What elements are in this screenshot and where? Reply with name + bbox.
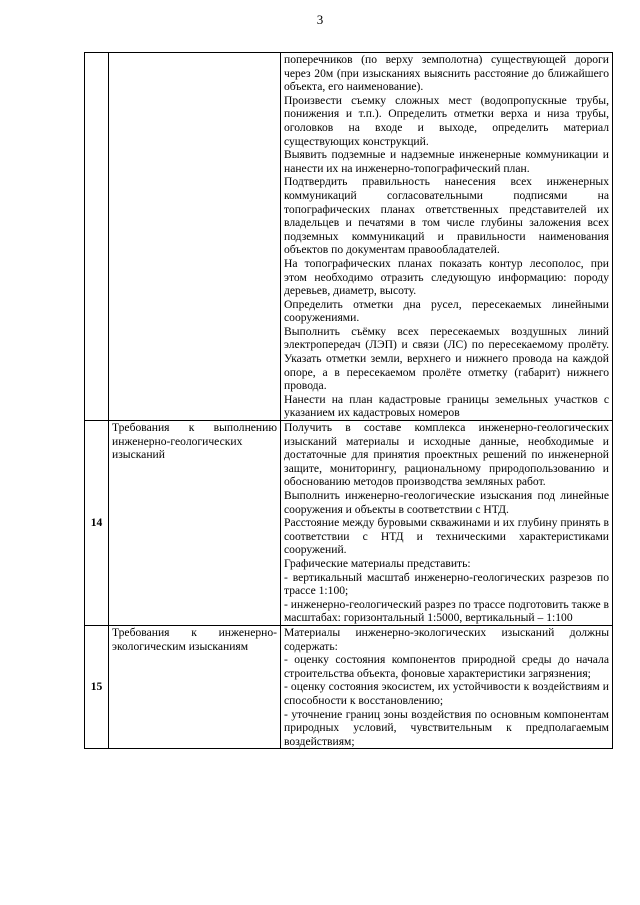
paragraph: - инженерно-геологический разрез по трассе подготовить также в масштабах: горизонтальный 1:5000, вертикальный – 1:100 [284,597,609,625]
paragraph: Произвести съемку сложных мест (водопропускные трубы, понижения и т.п.). Определить отметки верха и низа трубы, оголовков на входе и выходе, определить материал существующих конструкций. [284,93,609,148]
requirements-table [84,52,613,749]
paragraph: Нанести на план кадастровые границы земельных участков с указанием их кадастровых номеров [284,392,609,420]
paragraph: Материалы инженерно-экологических изысканий должны содержать: [284,625,609,653]
requirement-name: Требования к инженерно-экологическим изысканиям [109,625,281,748]
paragraph: - оценку состояния компонентов природной среды до начала строительства объекта, фоновые характеристики загрязнения; [284,653,609,680]
paragraph: Определить отметки дна русел, пересекаемых линейными сооружениями. [284,297,609,325]
paragraph: Выявить подземные и надземные инженерные коммуникации и нанести их на инженерно-топографический план. [284,148,609,175]
row-number [85,53,109,421]
paragraph: - уточнение границ зоны воздействия по основным компонентам природных условий, чувствительным к предполагаемым воздействиям; [284,707,609,748]
paragraph: - оценку состояния экосистем, их устойчивости к воздействиям и способности к восстановлению; [284,680,609,707]
row-number: 14 [85,421,109,626]
table-row [85,625,613,748]
paragraph: Выполнить инженерно-геологические изыскания под линейные сооружения и объекты в соответствии с НТД. [284,489,609,516]
requirement-text [281,625,613,748]
paragraph: Подтвердить правильность нанесения всех инженерных коммуникаций согласовательными подписями на топографических планах ответственных представителей их владельцев и печатями в том числе глубины заложения всех подземных коммуникаций и правильности наименования объектов по документам правообладателей. [284,175,609,257]
requirement-text [281,53,613,421]
paragraph: Графические материалы представить: [284,556,471,570]
page-number: 3 [316,12,324,27]
paragraph: Получить в составе комплекса инженерно-геологических изысканий материалы и исходные данные, необходимые и достаточные для принятия проектных решений по инженерной защите, мониторингу, рациональному природопользованию и обоснованию методов производства земляных работ. [284,421,609,489]
paragraph: На топографических планах показать контур лесополос, при этом необходимо отразить следующую информацию: породу деревьев, диаметр, высоту. [284,256,609,298]
requirement-name: Требования к выполнению инженерно-геологических изысканий [109,421,281,626]
row-number: 15 [85,625,109,748]
paragraph: Выполнить съёмку всех пересекаемых воздушных линий электропередач (ЛЭП) и связи (ЛС) по пересекаемому пролёту. Указать отметки земли, верхнего и нижнего провода на каждой опоре, а в пересекаемом пролёте отметку (габарит) нижнего провода. [284,324,609,393]
paragraph: Расстояние между буровыми скважинами и их глубину принять в соответствии с НТД и техническими характеристиками сооружений. [284,516,609,557]
paragraph: поперечников (по верху земполотна) существующей дороги через 20м (при изысканиях выяснить расстояние до ближайшего объекта, его наименование). [284,53,609,94]
requirement-name [109,53,281,421]
table-row [85,53,613,421]
requirement-text [281,421,613,626]
table-row [85,421,613,626]
paragraph: - вертикальный масштаб инженерно-геологических разрезов по трассе 1:100; [284,570,609,598]
